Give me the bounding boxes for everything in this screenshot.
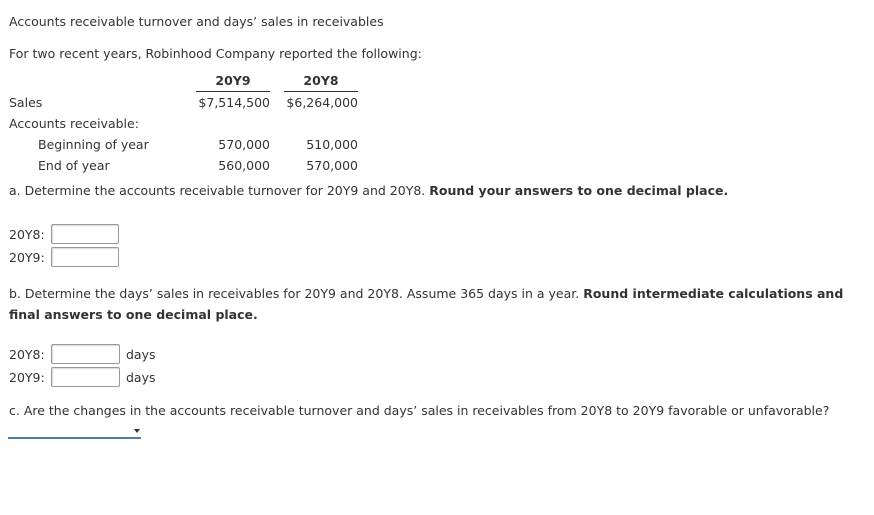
part-a-label-20y9: 20Y9:	[9, 250, 45, 265]
part-a-label-20y8: 20Y8:	[9, 227, 45, 242]
col-header-20y8: 20Y8	[303, 73, 339, 88]
days-sales-20y9-input[interactable]	[51, 367, 120, 387]
part-b-instruction: Round intermediate calculations and final answers to one decimal place.	[9, 286, 844, 322]
col-header-rule	[284, 91, 358, 92]
days-sales-20y8-input[interactable]	[51, 344, 120, 364]
problem-title: Accounts receivable turnover and days’ sales in receivables	[9, 14, 384, 29]
row-label-sales: Sales	[9, 95, 43, 110]
turnover-20y9-input[interactable]	[51, 247, 119, 267]
part-b-unit-20y9: days	[126, 370, 156, 385]
row-label-beginning-of-year: Beginning of year	[38, 137, 149, 152]
chevron-down-icon[interactable]	[134, 429, 140, 433]
turnover-20y8-input[interactable]	[51, 224, 119, 244]
cell-beginning-20y8: 510,000	[306, 137, 358, 152]
cell-end-20y9: 560,000	[218, 158, 270, 173]
row-label-end-of-year: End of year	[38, 158, 110, 173]
cell-beginning-20y9: 570,000	[218, 137, 270, 152]
col-header-20y9: 20Y9	[215, 73, 251, 88]
cell-end-20y8: 570,000	[306, 158, 358, 173]
part-b-label-20y8: 20Y8:	[9, 347, 45, 362]
problem-intro: For two recent years, Robinhood Company reported the following:	[9, 46, 422, 61]
row-label-accounts-receivable: Accounts receivable:	[9, 116, 139, 131]
part-a-question-text: a. Determine the accounts receivable turnover for 20Y9 and 20Y8.	[9, 183, 426, 198]
part-b-label-20y9: 20Y9:	[9, 370, 45, 385]
part-b-question-text: b. Determine the days’ sales in receivables for 20Y9 and 20Y8. Assume 365 days in a year.	[9, 286, 580, 301]
favorable-unfavorable-select[interactable]	[8, 426, 141, 439]
part-b-unit-20y8: days	[126, 347, 156, 362]
part-a-instruction: Round your answers to one decimal place.	[429, 183, 729, 198]
cell-sales-20y8: $6,264,000	[286, 95, 358, 110]
part-a-question	[9, 183, 728, 198]
part-b-question	[9, 283, 859, 325]
part-c-question: c. Are the changes in the accounts receivable turnover and days’ sales in receivables from 20Y8 to 20Y9 favorable or unfavorable?	[9, 403, 830, 418]
cell-sales-20y9: $7,514,500	[198, 95, 270, 110]
col-header-rule	[196, 91, 270, 92]
